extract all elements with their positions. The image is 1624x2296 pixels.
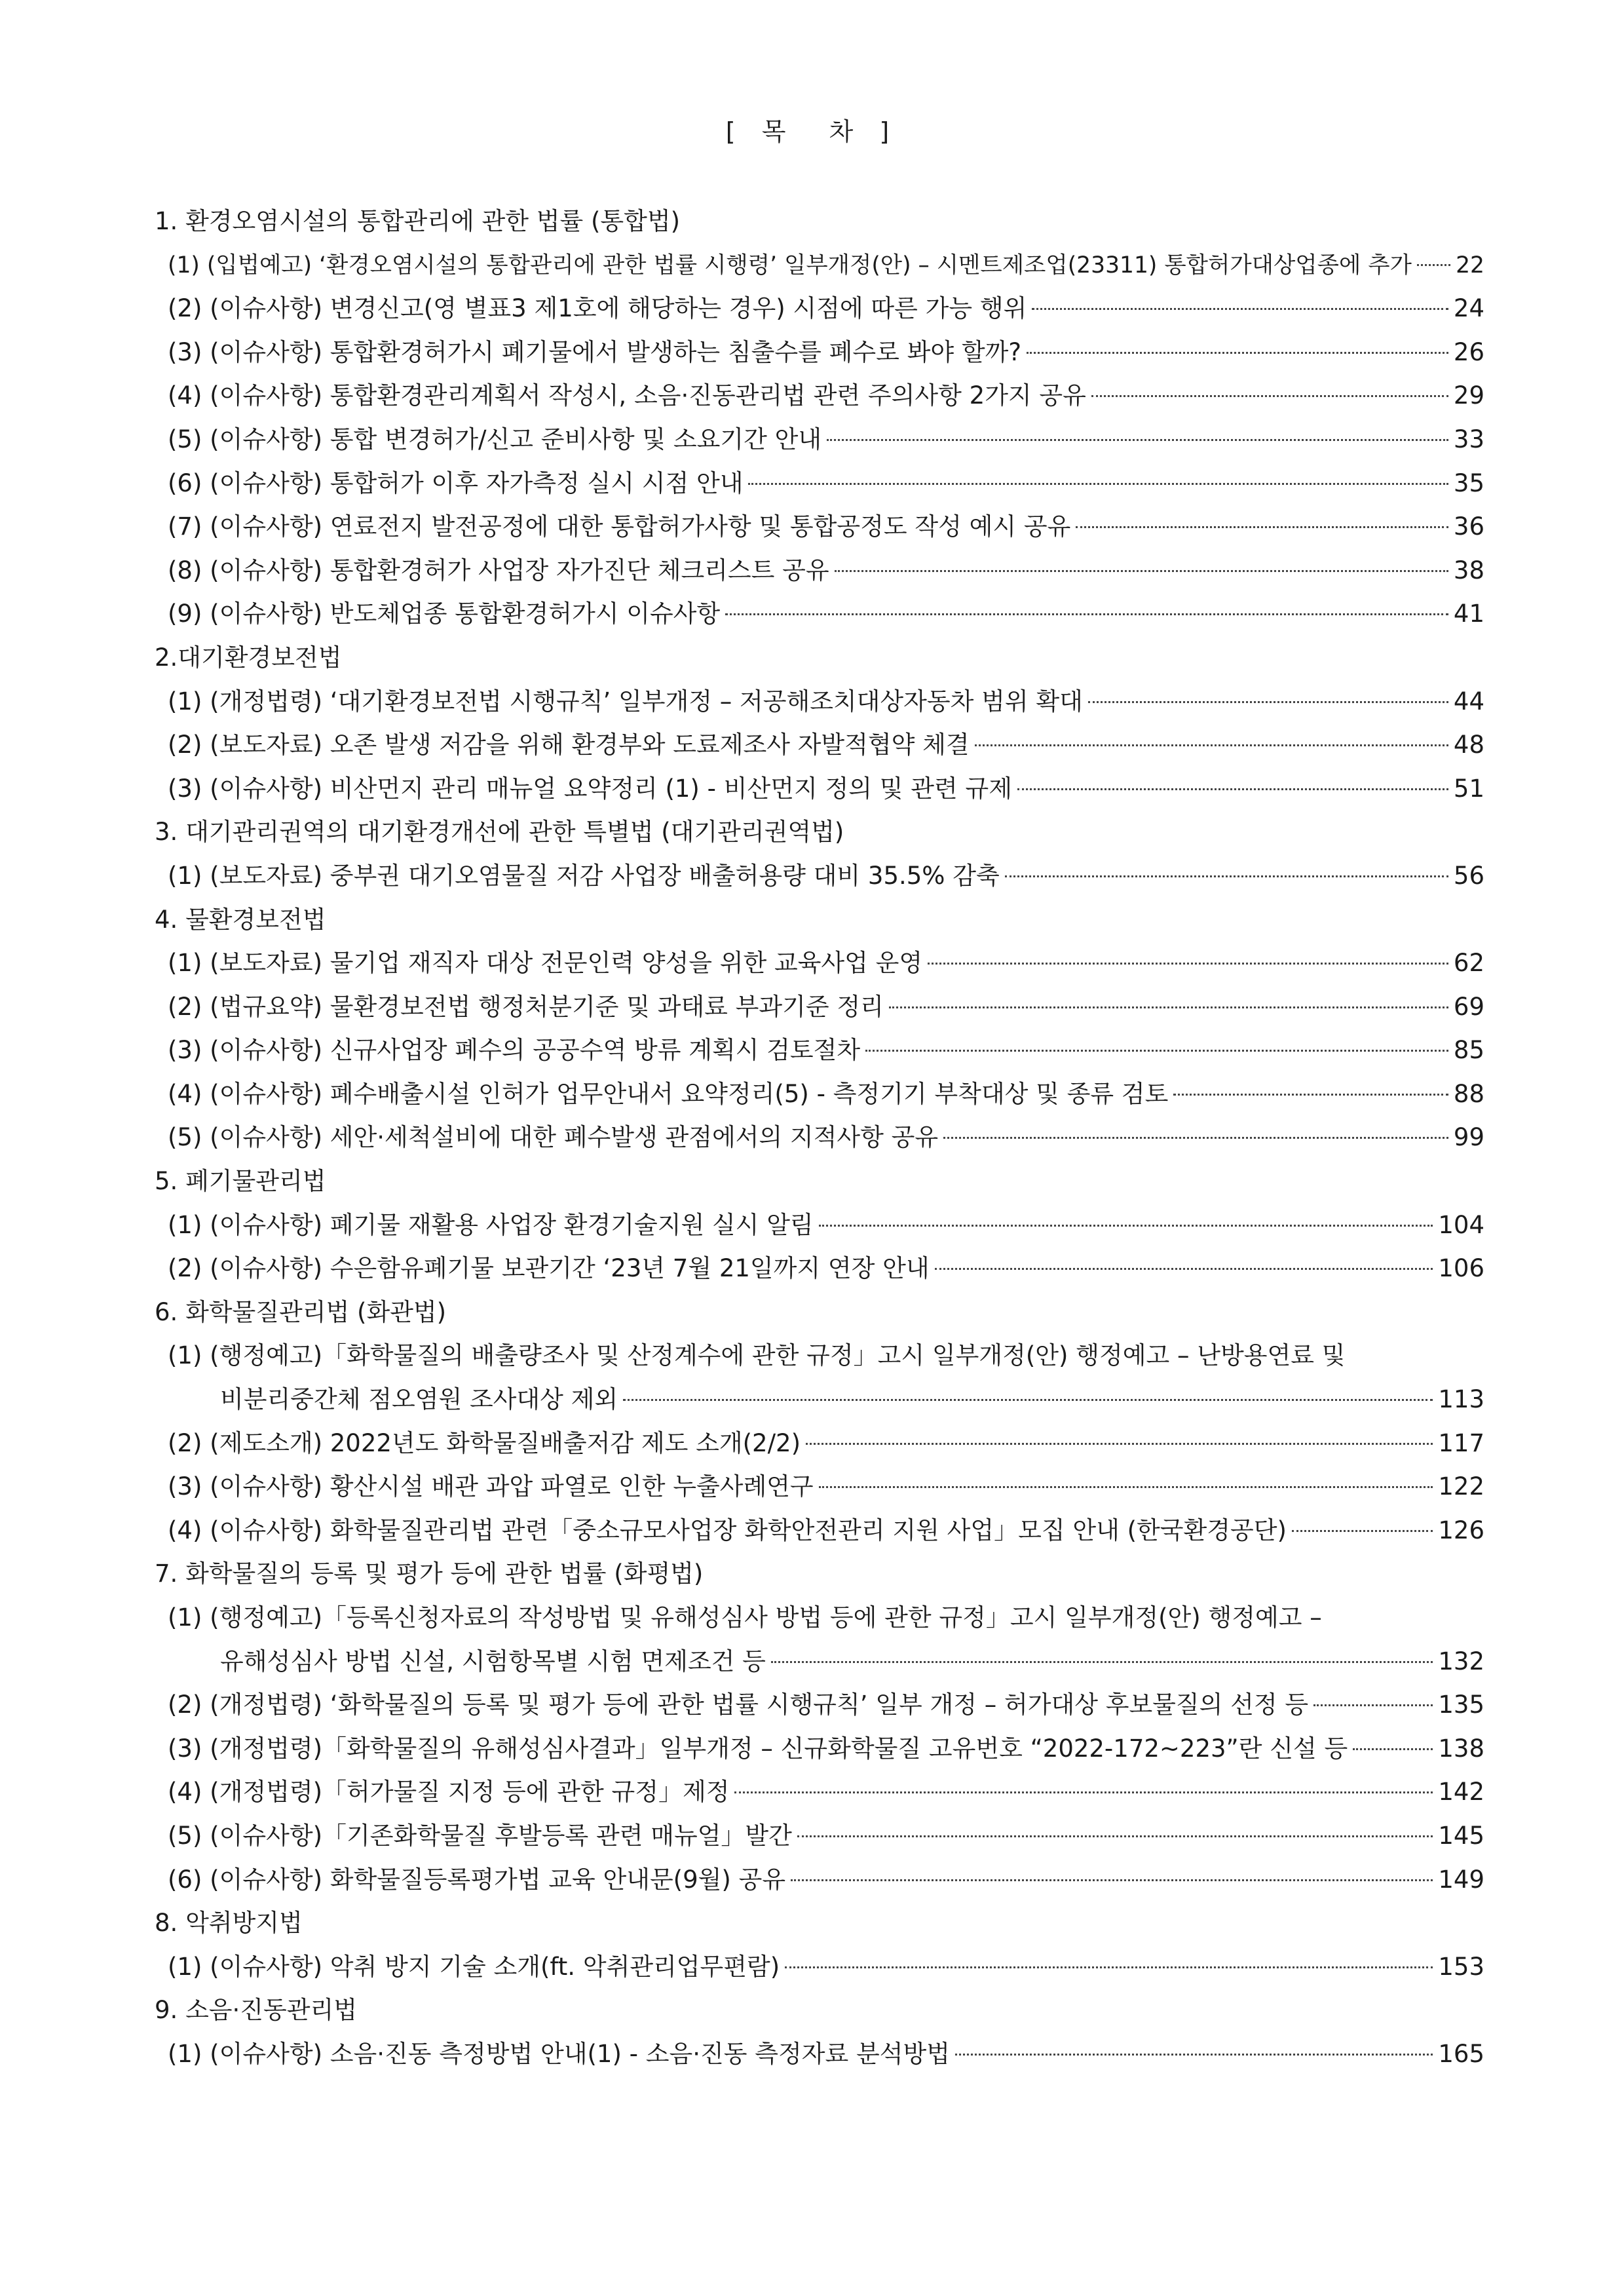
toc-entry-text: 4. 물환경보전법 [155, 905, 326, 934]
toc-row-content [168, 1683, 1484, 1727]
toc-entry-text: (3) (개정법령)「화학물질의 유해성심사결과」일부개정 – 신규화학물질 고유번호 “2022-172~223”란 신설 등 [168, 1734, 1348, 1763]
toc-row-content [168, 418, 1484, 462]
toc-row-content [168, 1116, 1484, 1160]
toc-page-number: 48 [1453, 731, 1484, 759]
dot-leader [771, 1661, 1433, 1663]
toc-entry-text: 비분리중간체 점오염원 조사대상 제외 [220, 1385, 618, 1414]
toc-entry-text: 유해성심사 방법 신설, 시험항목별 시험 면제조건 등 [220, 1647, 766, 1675]
dot-leader [827, 439, 1448, 441]
toc-row-content [155, 898, 1484, 942]
toc-entry[interactable] [155, 854, 1484, 898]
toc-page-number: 99 [1453, 1123, 1484, 1152]
dot-leader [1005, 875, 1448, 877]
toc-row-content [155, 1989, 1484, 2033]
toc-page-number: 117 [1438, 1428, 1484, 1457]
dot-leader [797, 1835, 1433, 1837]
toc-entry[interactable] [155, 1640, 1484, 1684]
toc-row-content [168, 462, 1484, 506]
dot-leader [1076, 526, 1448, 528]
dot-leader [865, 1050, 1448, 1052]
toc-section-heading [155, 898, 1484, 942]
toc-entry[interactable] [155, 2033, 1484, 2076]
toc-page-number: 29 [1453, 381, 1484, 410]
dot-leader [1173, 1094, 1448, 1096]
dot-leader [943, 1137, 1448, 1139]
toc-row-content [168, 1596, 1484, 1640]
toc-row-content [168, 1814, 1484, 1858]
toc-entry-text: (9) (이슈사항) 반도체업종 통합환경허가시 이슈사항 [168, 600, 721, 628]
toc-entry[interactable] [155, 1465, 1484, 1509]
toc-entry-text: (1) (이슈사항) 소음·진동 측정방법 안내(1) - 소음·진동 측정자료 분석방법 [168, 2039, 950, 2068]
toc-entry[interactable] [155, 418, 1484, 462]
dot-leader [935, 1268, 1433, 1270]
toc-row-content [155, 1291, 1484, 1335]
toc-entry-text: (4) (이슈사항) 폐수배출시설 인허가 업무안내서 요약정리(5) - 측정기기 부착대상 및 종류 검토 [168, 1079, 1169, 1108]
toc-entry[interactable] [155, 1509, 1484, 1553]
toc-section-heading [155, 1160, 1484, 1204]
toc-entry-text: 2.대기환경보전법 [155, 643, 342, 672]
toc-row-content [168, 985, 1484, 1029]
toc-page-number: 38 [1453, 556, 1484, 584]
toc-page-number: 41 [1453, 600, 1484, 628]
toc-page-number: 153 [1438, 1952, 1484, 1981]
toc-row-content [168, 1770, 1484, 1814]
dot-leader [1088, 701, 1448, 703]
toc-entry-text: (1) (개정법령) ‘대기환경보전법 시행규칙’ 일부개정 – 저공해조치대상자동차 범위 확대 [168, 687, 1083, 716]
toc-entry-text: (2) (개정법령) ‘화학물질의 등록 및 평가 등에 관한 법률 시행규칙’ 일부 개정 – 허가대상 후보물질의 선정 등 [168, 1691, 1309, 1719]
toc-entry-text: (2) (제도소개) 2022년도 화학물질배출저감 제도 소개(2/2) [168, 1428, 801, 1457]
toc-row-content [168, 1509, 1484, 1553]
toc-entry[interactable] [155, 592, 1484, 636]
dot-leader [1091, 395, 1448, 397]
toc-entry-text: (5) (이슈사항) 통합 변경허가/신고 준비사항 및 소요기간 안내 [168, 425, 822, 453]
toc-page-number: 88 [1453, 1079, 1484, 1108]
toc-entry-text: (3) (이슈사항) 황산시설 배관 과압 파열로 인한 누출사례연구 [168, 1472, 814, 1501]
toc-entry-text: (1) (행정예고)「등록신청자료의 작성방법 및 유해성심사 방법 등에 관한 규정」고시 일부개정(안) 행정예고 – [168, 1603, 1322, 1632]
toc-entry[interactable] [155, 287, 1484, 331]
toc-section-heading [155, 1291, 1484, 1335]
toc-entry[interactable] [155, 1683, 1484, 1727]
toc-section-heading [155, 200, 1484, 244]
table-of-contents [155, 200, 1484, 2076]
toc-row-content [168, 374, 1484, 418]
toc-entry-text: (2) (보도자료) 오존 발생 저감을 위해 환경부와 도료제조사 자발적협약 체결 [168, 731, 970, 759]
toc-entry-text: (2) (이슈사항) 수은함유폐기물 보관기간 ‘23년 7월 21일까지 연장 안내 [168, 1254, 930, 1283]
toc-row-content [168, 1029, 1484, 1073]
dot-leader [1353, 1748, 1433, 1750]
toc-row-content [220, 1378, 1484, 1422]
toc-entry[interactable] [155, 1247, 1484, 1291]
dot-leader [889, 1006, 1448, 1008]
page-title: [ 목 차 ] [725, 117, 899, 146]
toc-row-content [168, 1073, 1484, 1117]
toc-row-content [155, 200, 1484, 244]
dot-leader [1417, 264, 1450, 266]
toc-row-content [168, 2033, 1484, 2076]
toc-entry-text: 3. 대기관리권역의 대기환경개선에 관한 특별법 (대기관리권역법) [155, 818, 844, 847]
toc-entry[interactable] [155, 1029, 1484, 1073]
toc-entry[interactable] [155, 723, 1484, 767]
toc-row-content [155, 636, 1484, 680]
toc-section-heading [155, 636, 1484, 680]
toc-row-content [168, 592, 1484, 636]
toc-row-content [168, 244, 1484, 288]
toc-page-number: 122 [1438, 1472, 1484, 1501]
dot-leader [748, 483, 1448, 485]
toc-row-content [168, 767, 1484, 811]
toc-row-content [168, 287, 1484, 331]
toc-page-number: 33 [1453, 425, 1484, 453]
dot-leader [928, 963, 1448, 965]
toc-entry-text: (1) (입법예고) ‘환경오염시설의 통합관리에 관한 법률 시행령’ 일부개정(안) – 시멘트제조업(23311) 통합허가대상업종에 추가 [168, 252, 1412, 278]
toc-row-content [155, 1902, 1484, 1945]
toc-entry[interactable] [155, 244, 1484, 288]
dot-leader [1313, 1704, 1433, 1706]
toc-page-number: 69 [1453, 992, 1484, 1021]
dot-leader [819, 1225, 1433, 1227]
toc-entry[interactable] [155, 1770, 1484, 1814]
toc-section-heading [155, 1552, 1484, 1596]
toc-entry-text: (4) (이슈사항) 화학물질관리법 관련「중소규모사업장 화학안전관리 지원 사업」모집 안내 (한국환경공단) [168, 1516, 1287, 1544]
dot-leader [791, 1879, 1433, 1881]
toc-entry-text: 9. 소음·진동관리법 [155, 1996, 358, 2025]
toc-entry-text: (5) (이슈사항)「기존화학물질 후발등록 관련 매뉴얼」발간 [168, 1821, 792, 1850]
dot-leader [819, 1486, 1433, 1488]
toc-row-content [168, 1465, 1484, 1509]
toc-page-number: 35 [1453, 469, 1484, 497]
toc-entry[interactable] [155, 1422, 1484, 1466]
toc-row-content [168, 1204, 1484, 1248]
toc-entry-text: (1) (이슈사항) 악취 방지 기술 소개(ft. 악취관리업무편람) [168, 1952, 780, 1981]
toc-row-content [168, 1334, 1484, 1378]
toc-entry[interactable] [155, 331, 1484, 375]
toc-row-content [155, 1160, 1484, 1204]
toc-entry-text: 8. 악취방지법 [155, 1909, 303, 1938]
dot-leader [1292, 1530, 1433, 1532]
toc-row-content [168, 331, 1484, 375]
toc-entry-text: 7. 화학물질의 등록 및 평가 등에 관한 법률 (화평법) [155, 1559, 704, 1588]
dot-leader [835, 570, 1448, 572]
toc-entry[interactable] [155, 1204, 1484, 1248]
toc-entry[interactable] [155, 1596, 1484, 1640]
toc-page-number: 36 [1453, 512, 1484, 541]
toc-page-number: 44 [1453, 687, 1484, 716]
toc-row-content [220, 1640, 1484, 1684]
toc-entry[interactable] [155, 1334, 1484, 1378]
toc-row-content [155, 1552, 1484, 1596]
toc-entry-text: (8) (이슈사항) 통합환경허가 사업장 자가진단 체크리스트 공유 [168, 556, 829, 584]
toc-row-content [168, 1727, 1484, 1771]
toc-entry[interactable] [155, 985, 1484, 1029]
toc-page-number: 113 [1438, 1385, 1484, 1414]
dot-leader [785, 1966, 1433, 1968]
dot-leader [1032, 308, 1448, 310]
toc-entry-text: (2) (법규요약) 물환경보전법 행정처분기준 및 과태료 부과기준 정리 [168, 992, 884, 1021]
toc-entry-text: 6. 화학물질관리법 (화관법) [155, 1297, 447, 1326]
toc-entry[interactable] [155, 1727, 1484, 1771]
toc-entry-text: 1. 환경오염시설의 통합관리에 관한 법률 (통합법) [155, 207, 681, 235]
toc-page-number: 126 [1438, 1516, 1484, 1544]
toc-entry-text: (2) (이슈사항) 변경신고(영 별표3 제1호에 해당하는 경우) 시점에 따른 가능 행위 [168, 294, 1027, 323]
toc-page-number: 26 [1453, 337, 1484, 366]
toc-entry-text: (3) (이슈사항) 통합환경허가시 폐기물에서 발생하는 침출수를 폐수로 봐야 할까? [168, 337, 1022, 366]
toc-row-content [168, 942, 1484, 985]
toc-section-heading [155, 1989, 1484, 2033]
toc-entry[interactable] [155, 1858, 1484, 1902]
toc-entry-text: 5. 폐기물관리법 [155, 1167, 326, 1196]
dot-leader [623, 1399, 1433, 1401]
toc-row-content [155, 811, 1484, 854]
toc-entry-text: (4) (개정법령)「허가물질 지정 등에 관한 규정」제정 [168, 1778, 730, 1807]
toc-entry-text: (3) (이슈사항) 비산먼지 관리 매뉴얼 요약정리 (1) - 비산먼지 정의 및 관련 규제 [168, 774, 1012, 803]
toc-page-number: 24 [1453, 294, 1484, 323]
toc-entry-text: (6) (이슈사항) 화학물질등록평가법 교육 안내문(9월) 공유 [168, 1865, 786, 1894]
dot-leader [1017, 788, 1448, 790]
toc-page-number: 165 [1438, 2039, 1484, 2068]
toc-entry[interactable] [155, 505, 1484, 549]
toc-page-number: 22 [1456, 252, 1484, 278]
dot-leader [734, 1791, 1433, 1793]
toc-entry-text: (1) (이슈사항) 폐기물 재활용 사업장 환경기술지원 실시 알림 [168, 1210, 814, 1239]
toc-entry[interactable] [155, 462, 1484, 506]
toc-page-number: 138 [1438, 1734, 1484, 1763]
toc-row-content [168, 549, 1484, 593]
toc-page-number: 135 [1438, 1691, 1484, 1719]
dot-leader [975, 744, 1448, 746]
toc-row-content [168, 1858, 1484, 1902]
toc-page-number: 51 [1453, 774, 1484, 803]
toc-entry[interactable] [155, 1378, 1484, 1422]
toc-page-number: 104 [1438, 1210, 1484, 1239]
toc-entry[interactable] [155, 1814, 1484, 1858]
toc-row-content [168, 680, 1484, 724]
toc-page-number: 142 [1438, 1778, 1484, 1807]
toc-entry[interactable] [155, 1945, 1484, 1989]
toc-entry-text: (5) (이슈사항) 세안·세척설비에 대한 폐수발생 관점에서의 지적사항 공유 [168, 1123, 939, 1152]
toc-entry[interactable] [155, 549, 1484, 593]
toc-section-heading [155, 1902, 1484, 1945]
toc-row-content [168, 1247, 1484, 1291]
toc-page-number: 149 [1438, 1865, 1484, 1894]
toc-entry-text: (1) (보도자료) 물기업 재직자 대상 전문인력 양성을 위한 교육사업 운영 [168, 949, 923, 978]
dot-leader [1027, 352, 1448, 354]
toc-entry-text: (1) (행정예고)「화학물질의 배출량조사 및 산정계수에 관한 규정」고시 일부개정(안) 행정예고 – 난방용연료 및 [168, 1341, 1346, 1370]
toc-entry[interactable] [155, 680, 1484, 724]
toc-page-number: 145 [1438, 1821, 1484, 1850]
toc-page-number: 106 [1438, 1254, 1484, 1283]
toc-section-heading [155, 811, 1484, 854]
dot-leader [725, 613, 1448, 615]
toc-entry[interactable] [155, 767, 1484, 811]
dot-leader [955, 2054, 1433, 2056]
toc-page-number: 56 [1453, 861, 1484, 890]
toc-entry-text: (4) (이슈사항) 통합환경관리계획서 작성시, 소음·진동관리법 관련 주의사항 2가지 공유 [168, 381, 1086, 410]
toc-entry[interactable] [155, 1073, 1484, 1117]
toc-entry-text: (3) (이슈사항) 신규사업장 폐수의 공공수역 방류 계획시 검토절차 [168, 1036, 861, 1065]
toc-entry[interactable] [155, 1116, 1484, 1160]
toc-entry-text: (6) (이슈사항) 통합허가 이후 자가측정 실시 시점 안내 [168, 469, 744, 497]
dot-leader [806, 1443, 1433, 1445]
toc-entry-text: (7) (이슈사항) 연료전지 발전공정에 대한 통합허가사항 및 통합공정도 작성 예시 공유 [168, 512, 1071, 541]
toc-entry-text: (1) (보도자료) 중부권 대기오염물질 저감 사업장 배출허용량 대비 35.5% 감축 [168, 861, 1000, 890]
toc-page-number: 62 [1453, 949, 1484, 978]
toc-page-number: 132 [1438, 1647, 1484, 1675]
toc-entry[interactable] [155, 374, 1484, 418]
toc-page-number: 85 [1453, 1036, 1484, 1065]
toc-row-content [168, 1422, 1484, 1466]
toc-entry[interactable] [155, 942, 1484, 985]
toc-row-content [168, 1945, 1484, 1989]
toc-row-content [168, 854, 1484, 898]
toc-row-content [168, 505, 1484, 549]
toc-row-content [168, 723, 1484, 767]
